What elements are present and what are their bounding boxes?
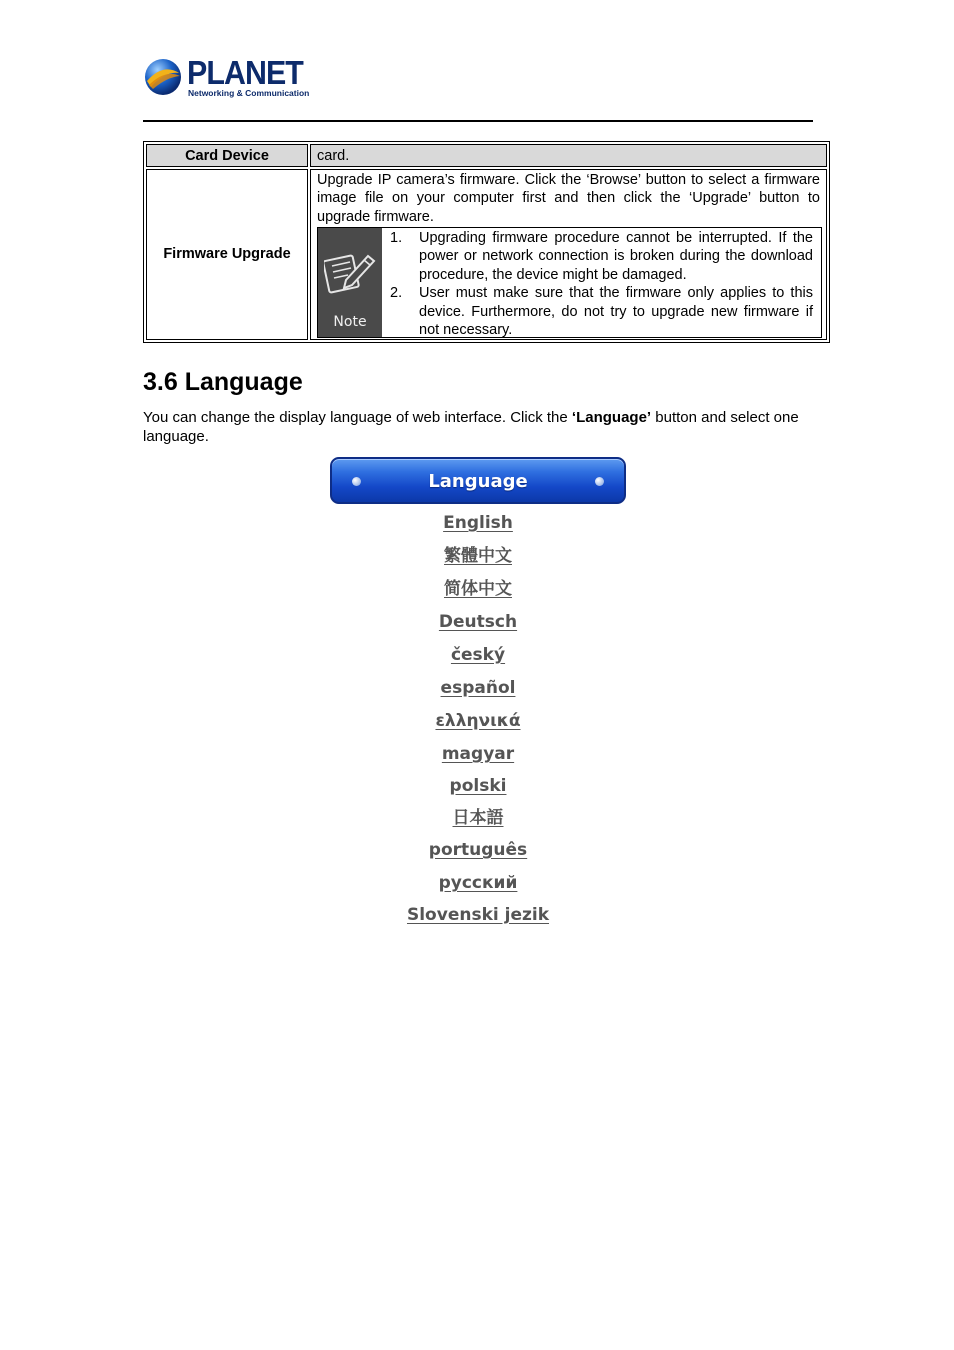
language-link[interactable]: 简体中文 bbox=[444, 579, 512, 599]
row-value bbox=[310, 169, 827, 340]
para-bold-text: ‘Language’ bbox=[571, 409, 652, 426]
list-item bbox=[330, 899, 626, 931]
language-link[interactable]: polski bbox=[449, 776, 507, 796]
language-link[interactable]: český bbox=[450, 645, 506, 665]
list-item bbox=[330, 573, 626, 606]
row-value: card. bbox=[310, 144, 827, 167]
list-item bbox=[330, 705, 626, 738]
language-link[interactable]: English bbox=[443, 513, 513, 533]
section-paragraph bbox=[143, 409, 823, 446]
language-link[interactable]: Slovenski jezik bbox=[406, 905, 550, 925]
language-link[interactable]: Deutsch bbox=[438, 612, 518, 632]
language-link[interactable]: magyar bbox=[441, 744, 515, 764]
note-list bbox=[382, 228, 821, 337]
list-item bbox=[330, 738, 626, 770]
button-dot-icon bbox=[595, 477, 604, 486]
list-item bbox=[330, 672, 626, 705]
note-item bbox=[390, 284, 813, 340]
row-label: Firmware Upgrade bbox=[146, 169, 308, 340]
language-link[interactable]: ελληνικά bbox=[435, 711, 521, 731]
language-list bbox=[330, 508, 626, 931]
list-item bbox=[330, 639, 626, 672]
language-link[interactable]: español bbox=[440, 678, 516, 698]
globe-icon bbox=[143, 57, 183, 97]
note-box bbox=[317, 227, 822, 338]
settings-table bbox=[143, 141, 830, 343]
language-button-label: Language bbox=[428, 471, 528, 492]
list-item bbox=[330, 508, 626, 539]
note-text: User must make sure that the firmware only applies to this device. Furthermore, do not try to upgrade new firmware if not necessary. bbox=[419, 285, 813, 339]
note-pencil-icon bbox=[324, 250, 376, 294]
table-row bbox=[146, 169, 827, 340]
list-item bbox=[330, 867, 626, 899]
row-label: Card Device bbox=[146, 144, 308, 167]
para-text-start: You can change the display language of web interface. Click the bbox=[143, 409, 572, 426]
brand-name: PLANET bbox=[187, 54, 303, 91]
table-row bbox=[146, 144, 827, 167]
language-button[interactable] bbox=[330, 457, 626, 504]
note-text: Upgrading firmware procedure cannot be interrupted. If the power or network connection is broken during the download procedure, the device might be damaged. bbox=[419, 229, 813, 283]
language-link[interactable]: русский bbox=[438, 873, 518, 893]
para-text-end: button and select one language. bbox=[143, 409, 799, 445]
note-icon-panel bbox=[318, 228, 382, 337]
list-item bbox=[330, 606, 626, 639]
firmware-description: Upgrade IP camera’s firmware. Click the ‘Browse’ button to select a firmware image file on your computer first and then click the ‘Upgrade’ button to upgrade firmware. bbox=[317, 172, 820, 225]
note-item bbox=[390, 229, 813, 285]
note-label: Note bbox=[333, 313, 367, 330]
brand-tagline: Networking & Communication bbox=[188, 88, 310, 98]
language-link[interactable]: português bbox=[428, 840, 528, 860]
section-title: 3.6 Language bbox=[143, 368, 303, 396]
header-divider bbox=[143, 120, 813, 122]
list-item bbox=[330, 539, 626, 573]
language-link[interactable]: 繁體中文 bbox=[444, 546, 512, 566]
list-item bbox=[330, 834, 626, 867]
list-item bbox=[330, 770, 626, 802]
language-link[interactable]: 日本語 bbox=[452, 808, 504, 828]
note-number: 2. bbox=[390, 285, 403, 302]
note-number: 1. bbox=[390, 229, 403, 246]
planet-logo bbox=[143, 55, 313, 101]
list-item bbox=[330, 802, 626, 834]
